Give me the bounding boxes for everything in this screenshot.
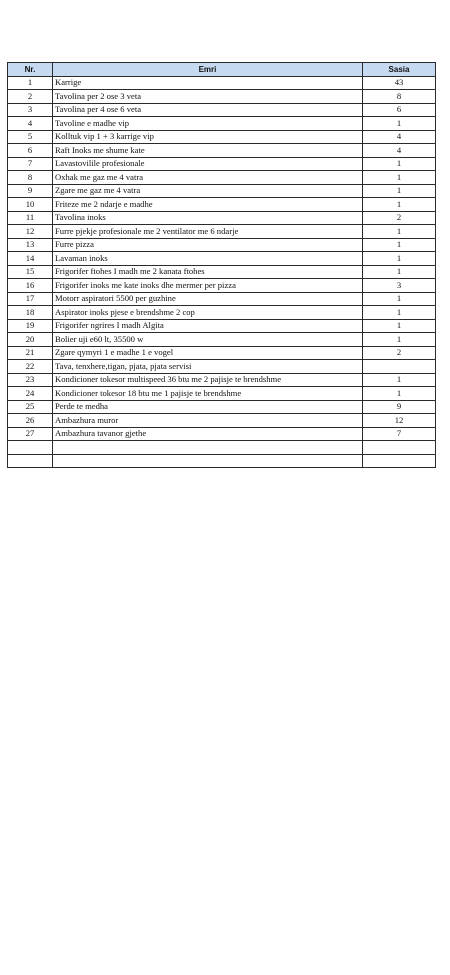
table-row: [8, 225, 436, 239]
cell-nr: 7: [8, 157, 53, 171]
table-row: [8, 346, 436, 360]
cell-qty: 7: [363, 427, 436, 441]
table-body: [8, 76, 436, 468]
cell-name: Frigorifer ngrires I madh Algita: [53, 319, 363, 333]
cell-qty: 9: [363, 400, 436, 414]
cell-name: [53, 441, 363, 455]
cell-nr: 6: [8, 144, 53, 158]
cell-nr: 27: [8, 427, 53, 441]
cell-qty: 3: [363, 279, 436, 293]
table-row: [8, 157, 436, 171]
cell-name: Tavolina per 2 ose 3 veta: [53, 90, 363, 104]
cell-nr: 10: [8, 198, 53, 212]
cell-nr: 20: [8, 333, 53, 347]
cell-qty: 1: [363, 198, 436, 212]
table-row: [8, 319, 436, 333]
cell-qty: 1: [363, 157, 436, 171]
table-row: [8, 171, 436, 185]
cell-qty: 2: [363, 211, 436, 225]
cell-qty: 1: [363, 265, 436, 279]
cell-nr: 12: [8, 225, 53, 239]
cell-name: Ambazhura tavanor gjethe: [53, 427, 363, 441]
cell-qty: 2: [363, 346, 436, 360]
cell-nr: 18: [8, 306, 53, 320]
table-row: [8, 454, 436, 468]
cell-qty: 6: [363, 103, 436, 117]
table-row: [8, 400, 436, 414]
cell-nr: 23: [8, 373, 53, 387]
cell-nr: [8, 454, 53, 468]
cell-name: Ambazhura muror: [53, 414, 363, 428]
cell-name: Friteze me 2 ndarje e madhe: [53, 198, 363, 212]
cell-name: Zgare qymyri 1 e madhe 1 e vogel: [53, 346, 363, 360]
cell-nr: 1: [8, 76, 53, 90]
cell-name: Tava, tenxhere,tigan, pjata, pjata servisi: [53, 360, 363, 374]
cell-name: Kondicioner tokesor 18 btu me 1 pajisje te brendshme: [53, 387, 363, 401]
cell-name: Tavolina per 4 ose 6 veta: [53, 103, 363, 117]
column-header-nr: Nr.: [8, 63, 53, 77]
cell-nr: 13: [8, 238, 53, 252]
table-row: [8, 333, 436, 347]
cell-qty: [363, 454, 436, 468]
cell-qty: 1: [363, 387, 436, 401]
cell-qty: 1: [363, 225, 436, 239]
cell-qty: 1: [363, 306, 436, 320]
cell-qty: 1: [363, 184, 436, 198]
cell-qty: [363, 360, 436, 374]
table-row: [8, 103, 436, 117]
cell-name: Lavaman inoks: [53, 252, 363, 266]
cell-name: Kondicioner tokesor multispeed 36 btu me 2 pajisje te brendshme: [53, 373, 363, 387]
cell-nr: 24: [8, 387, 53, 401]
table-row: [8, 184, 436, 198]
cell-qty: 1: [363, 319, 436, 333]
cell-nr: 11: [8, 211, 53, 225]
cell-nr: 15: [8, 265, 53, 279]
cell-qty: 1: [363, 117, 436, 131]
cell-nr: 9: [8, 184, 53, 198]
cell-qty: 4: [363, 144, 436, 158]
cell-nr: 3: [8, 103, 53, 117]
table-row: [8, 144, 436, 158]
cell-nr: 22: [8, 360, 53, 374]
cell-qty: 1: [363, 171, 436, 185]
cell-qty: 1: [363, 333, 436, 347]
cell-name: Furre pizza: [53, 238, 363, 252]
cell-name: Furre pjekje profesionale me 2 ventilator me 6 ndarje: [53, 225, 363, 239]
table-row: [8, 292, 436, 306]
cell-name: Tavoline e madhe vip: [53, 117, 363, 131]
table-row: [8, 279, 436, 293]
cell-nr: 26: [8, 414, 53, 428]
table-row: [8, 414, 436, 428]
cell-name: Frigorifer inoks me kate inoks dhe mermer per pizza: [53, 279, 363, 293]
cell-name: Karrige: [53, 76, 363, 90]
table-row: [8, 117, 436, 131]
inventory-sheet: [7, 62, 435, 468]
cell-qty: 1: [363, 252, 436, 266]
cell-nr: 8: [8, 171, 53, 185]
table-row: [8, 90, 436, 104]
cell-nr: 19: [8, 319, 53, 333]
cell-name: Perde te medha: [53, 400, 363, 414]
cell-qty: 8: [363, 90, 436, 104]
cell-name: Frigorifer ftohes I madh me 2 kanata ftohes: [53, 265, 363, 279]
cell-name: Aspirator inoks pjese e brendshme 2 cop: [53, 306, 363, 320]
inventory-table: [7, 62, 436, 468]
cell-qty: 4: [363, 130, 436, 144]
cell-nr: 14: [8, 252, 53, 266]
table-row: [8, 373, 436, 387]
cell-nr: 5: [8, 130, 53, 144]
cell-nr: 21: [8, 346, 53, 360]
cell-nr: [8, 441, 53, 455]
table-row: [8, 238, 436, 252]
cell-name: Motorr aspiratori 5500 per guzhine: [53, 292, 363, 306]
table-row: [8, 265, 436, 279]
cell-qty: 12: [363, 414, 436, 428]
cell-name: Bolier uji e60 lt, 35500 w: [53, 333, 363, 347]
table-row: [8, 252, 436, 266]
table-row: [8, 441, 436, 455]
cell-name: [53, 454, 363, 468]
table-row: [8, 360, 436, 374]
cell-name: Oxhak me gaz me 4 vatra: [53, 171, 363, 185]
cell-nr: 25: [8, 400, 53, 414]
table-row: [8, 76, 436, 90]
column-header-qty: Sasia: [363, 63, 436, 77]
cell-name: Lavastovilile profesionale: [53, 157, 363, 171]
cell-nr: 17: [8, 292, 53, 306]
cell-qty: 1: [363, 373, 436, 387]
table-row: [8, 198, 436, 212]
cell-qty: 43: [363, 76, 436, 90]
column-header-name: Emri: [53, 63, 363, 77]
cell-nr: 4: [8, 117, 53, 131]
cell-nr: 2: [8, 90, 53, 104]
cell-qty: [363, 441, 436, 455]
table-row: [8, 306, 436, 320]
table-row: [8, 387, 436, 401]
cell-nr: 16: [8, 279, 53, 293]
table-row: [8, 211, 436, 225]
cell-name: Zgare me gaz me 4 vatra: [53, 184, 363, 198]
cell-name: Kolltuk vip 1 + 3 karrige vip: [53, 130, 363, 144]
cell-name: Tavolina inoks: [53, 211, 363, 225]
cell-name: Raft Inoks me shume kate: [53, 144, 363, 158]
table-row: [8, 130, 436, 144]
cell-qty: 1: [363, 292, 436, 306]
header-row: [8, 63, 436, 77]
table-row: [8, 427, 436, 441]
cell-qty: 1: [363, 238, 436, 252]
